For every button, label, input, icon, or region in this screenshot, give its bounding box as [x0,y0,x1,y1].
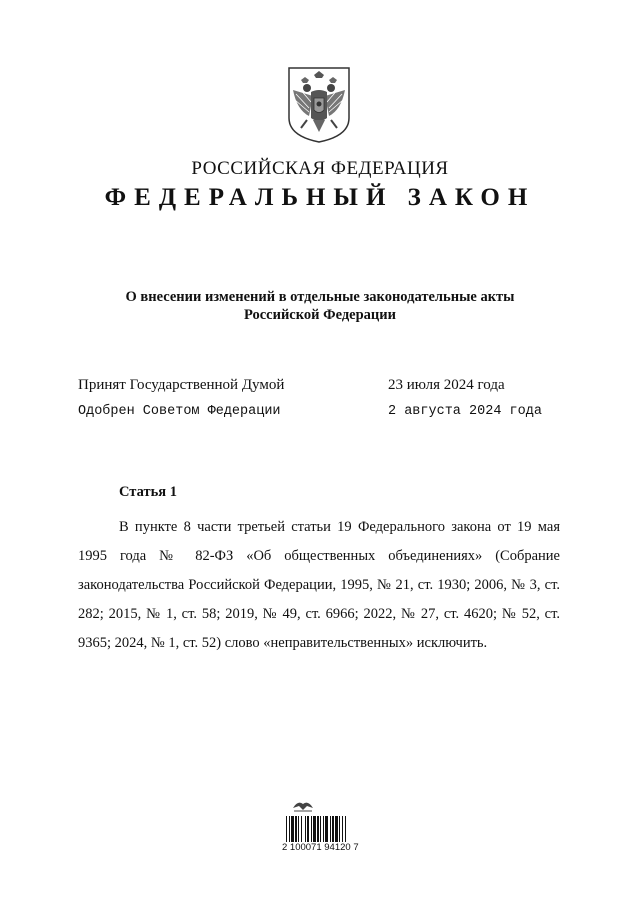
barcode-bar [301,816,302,842]
adoption-council-date: 2 августа 2024 года [388,404,542,419]
law-title-line-2: Российской Федерации [243,307,396,323]
barcode-bar [323,816,324,842]
barcode-bar [289,816,290,842]
barcode-bar [311,816,312,842]
document-type: ФЕДЕРАЛЬНЫЙ ЗАКОН [104,184,536,211]
barcode-bar [325,816,328,842]
barcode-bar [295,816,297,842]
barcode-bar [332,816,334,842]
article-heading: Статья 1 [119,484,177,500]
barcode-bar [339,816,340,842]
barcode-bar [345,816,346,842]
law-title [60,288,580,324]
article-body: В пункте 8 части третьей статьи 19 Федерального закона от 19 мая 1995 года № 82-ФЗ «Об общественных объединениях» (Собрание законодательства Российской Федерации, 1995, № 21, ст. 1930; 2006, № 3, ст. 282; 2015, № 1, ст. 58; 2019, № 49, ст. 6966; 2022, № 27, ст. 4620; № 52, ст. 9365; 2024, № 1, ст. 52) слово «неправительственных» исключить. [78,519,560,651]
barcode-bar [298,816,299,842]
barcode [282,798,368,858]
barcode-bar [330,816,331,842]
adoption-duma-label: Принят Государственной Думой [78,377,285,393]
adoption-council-label: Одобрен Советом Федерации [78,404,281,419]
barcode-bars [286,816,362,842]
barcode-bar [286,816,287,842]
law-title-line-1: О внесении изменений в отдельные законодательные акты [125,289,515,305]
barcode-bar [305,816,306,842]
barcode-bar [313,816,316,842]
barcode-bar [320,816,321,842]
barcode-bar [317,816,319,842]
barcode-bar [335,816,338,842]
barcode-number: 2 100071 94120 7 [282,842,359,853]
barcode-bar [291,816,294,842]
barcode-bar [307,816,309,842]
barcode-bar [342,816,343,842]
russian-coat-of-arms-icon [287,66,351,144]
eagle-mark-icon [292,798,314,812]
adoption-duma-date: 23 июля 2024 года [388,377,505,393]
country-name: РОССИЙСКАЯ ФЕДЕРАЦИЯ [191,158,449,179]
